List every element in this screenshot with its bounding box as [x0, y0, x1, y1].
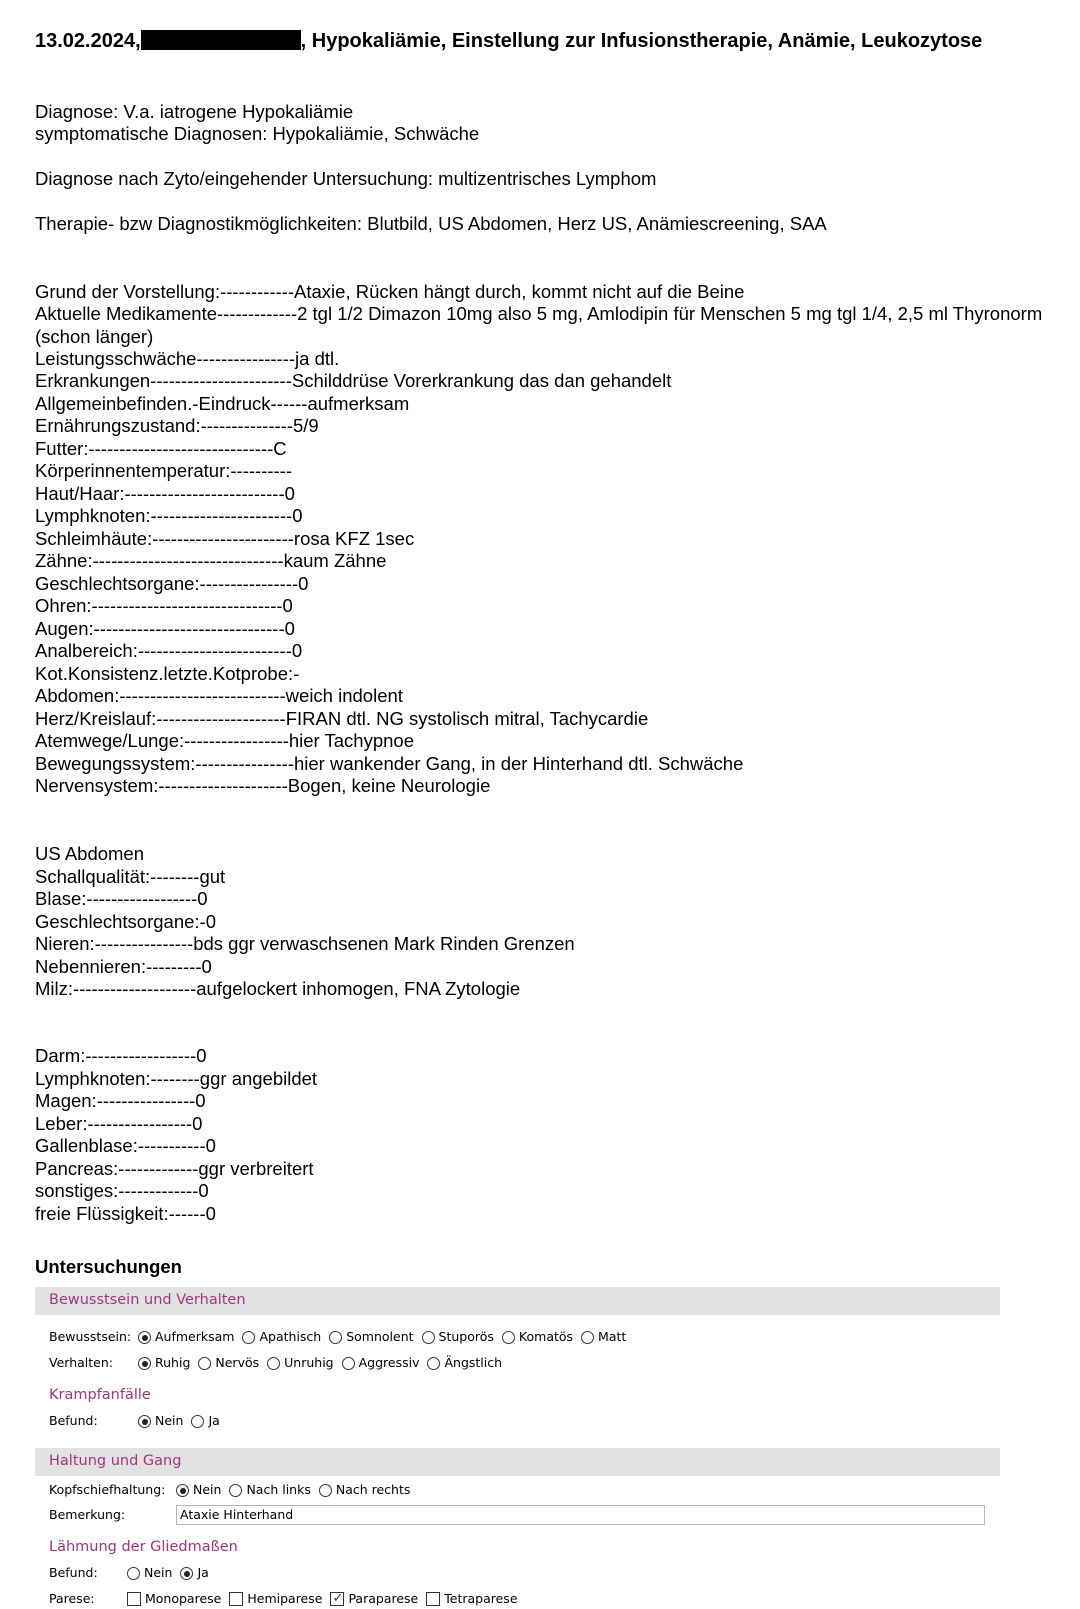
remark-input[interactable]: Ataxie Hinterhand	[176, 1505, 985, 1525]
title-date: 13.02.2024,	[35, 30, 141, 52]
seizures-finding-label: Befund:	[49, 1413, 98, 1428]
consciousness-option-matt[interactable]	[581, 1327, 626, 1347]
sound-quality-line: Schallqualität:--------gut	[35, 866, 226, 887]
behavior-radio-angstlich[interactable]	[427, 1357, 440, 1370]
paresis-option-tetraparese[interactable]	[426, 1589, 517, 1609]
behavior-option-label: Ängstlich	[444, 1355, 503, 1370]
skin-hair-line: Haut/Haar:--------------------------0	[35, 483, 295, 504]
consciousness-radio-somnolent[interactable]	[329, 1331, 342, 1344]
behavior-option-label: Ruhig	[155, 1355, 191, 1370]
cytology-diagnosis-line: Diagnose nach Zyto/eingehender Untersuchung: multizentrisches Lymphom	[35, 168, 657, 189]
consciousness-radio-apathisch[interactable]	[242, 1331, 255, 1344]
paralysis-option-ja[interactable]	[180, 1563, 208, 1583]
behavior-radio-aggressiv[interactable]	[342, 1357, 355, 1370]
remark-label: Bemerkung:	[49, 1507, 126, 1522]
consciousness-option-apathisch[interactable]	[242, 1327, 321, 1347]
free-fluid-line: freie Flüssigkeit:------0	[35, 1203, 216, 1224]
consciousness-option-komatos[interactable]	[502, 1327, 573, 1347]
seizures-option-nein[interactable]	[138, 1411, 183, 1431]
general-condition-line: Allgemeinbefinden.-Eindruck------aufmerksam	[35, 393, 410, 414]
consciousness-radio-stuporos[interactable]	[422, 1331, 435, 1344]
examinations-heading: Untersuchungen	[35, 1256, 182, 1277]
ears-line: Ohren:-------------------------------0	[35, 595, 293, 616]
paresis-option-label: Tetraparese	[444, 1591, 518, 1606]
seizures-radio-nein[interactable]	[138, 1415, 151, 1428]
paresis-option-label: Paraparese	[348, 1591, 419, 1606]
paresis-option-paraparese[interactable]	[330, 1589, 418, 1609]
consciousness-option-label: Komatös	[518, 1329, 574, 1344]
nutrition-line: Ernährungszustand:---------------5/9	[35, 415, 319, 436]
performance-line: Leistungsschwäche----------------ja dtl.	[35, 348, 340, 369]
behavior-option-label: Nervös	[215, 1355, 260, 1370]
paralysis-radio-group	[127, 1563, 217, 1583]
consciousness-option-label: Stuporös	[438, 1329, 494, 1344]
liver-line: Leber:-----------------0	[35, 1113, 203, 1134]
kidneys-line: Nieren:----------------bds ggr verwaschsenen Mark Rinden Grenzen	[35, 933, 575, 954]
paralysis-radio-ja[interactable]	[180, 1567, 193, 1580]
consciousness-option-label: Aufmerksam	[155, 1329, 235, 1344]
feces-line: Kot.Konsistenz.letzte.Kotprobe:-	[35, 663, 300, 684]
teeth-line: Zähne:-------------------------------kaum Zähne	[35, 550, 387, 571]
paralysis-finding-label: Befund:	[49, 1565, 98, 1580]
paralysis-option-label: Ja	[197, 1565, 209, 1580]
gallbladder-line: Gallenblase:-----------0	[35, 1135, 216, 1156]
seizures-subheading: Krampfanfälle	[49, 1387, 151, 1403]
seizures-option-ja[interactable]	[191, 1411, 219, 1431]
pancreas-line: Pancreas:-------------ggr verbreitert	[35, 1158, 314, 1179]
diseases-line: Erkrankungen-----------------------Schilddrüse Vorerkrankung das dan gehandelt	[35, 370, 672, 391]
consciousness-option-label: Matt	[598, 1329, 627, 1344]
paresis-checkbox-tetraparese[interactable]	[426, 1592, 440, 1606]
airways-line: Atemwege/Lunge:-----------------hier Tachypnoe	[35, 730, 414, 751]
head-tilt-radio-group	[176, 1480, 418, 1500]
section-consciousness-title: Bewusstsein und Verhalten	[49, 1292, 246, 1308]
behavior-option-label: Aggressiv	[358, 1355, 420, 1370]
row-remark	[49, 1505, 989, 1525]
paresis-option-label: Monoparese	[145, 1591, 222, 1606]
consciousness-radio-group	[138, 1327, 634, 1347]
behavior-label: Verhalten:	[49, 1355, 113, 1370]
stomach-line: Magen:----------------0	[35, 1090, 206, 1111]
eyes-line: Augen:-------------------------------0	[35, 618, 295, 639]
head-tilt-radio-nein[interactable]	[176, 1484, 189, 1497]
symptomatic-diagnoses-line: symptomatische Diagnosen: Hypokaliämie, Schwäche	[35, 123, 480, 144]
paresis-option-monoparese[interactable]	[127, 1589, 221, 1609]
title-text: , Hypokaliämie, Einstellung zur Infusionstherapie, Anämie, Leukozytose	[300, 30, 983, 52]
head-tilt-option-label: Nach links	[246, 1482, 311, 1497]
diagnose-line: Diagnose: V.a. iatrogene Hypokaliämie	[35, 101, 354, 122]
other-line: sonstiges:-------------0	[35, 1180, 209, 1201]
section-posture-gait-title: Haltung und Gang	[49, 1453, 182, 1469]
genital-line: Geschlechtsorgane:----------------0	[35, 573, 309, 594]
paralysis-option-nein[interactable]	[127, 1563, 172, 1583]
consciousness-option-stuporos[interactable]	[422, 1327, 494, 1347]
consciousness-option-somnolent[interactable]	[329, 1327, 413, 1347]
medication-line: Aktuelle Medikamente-------------2 tgl 1/2 Dimazon 10mg also 5 mg, Amlodipin für Menschen 5 mg tgl 1/4, 2,5 ml Thyronorm (schon länger)	[35, 303, 1043, 347]
spleen-line: Milz:--------------------aufgelockert inhomogen, FNA Zytologie	[35, 978, 521, 999]
paresis-checkbox-paraparese[interactable]	[330, 1592, 344, 1606]
anal-line: Analbereich:-------------------------0	[35, 640, 303, 661]
seizures-radio-group	[138, 1411, 228, 1431]
consciousness-option-aufmerksam[interactable]	[138, 1327, 234, 1347]
head-tilt-label: Kopfschiefhaltung:	[49, 1482, 166, 1497]
behavior-option-unruhig[interactable]	[267, 1353, 333, 1373]
adrenals-line: Nebennieren:---------0	[35, 956, 212, 977]
behavior-radio-nervos[interactable]	[198, 1357, 211, 1370]
abdomen-line: Abdomen:---------------------------weich indolent	[35, 685, 403, 706]
consciousness-label: Bewusstsein:	[49, 1329, 132, 1344]
paresis-option-label: Hemiparese	[247, 1591, 323, 1606]
behavior-option-label: Unruhig	[284, 1355, 334, 1370]
limb-paralysis-subheading: Lähmung der Gliedmaßen	[49, 1539, 238, 1555]
us-lymph-line: Lymphknoten:--------ggr angebildet	[35, 1068, 318, 1089]
paresis-checkbox-monoparese[interactable]	[127, 1592, 141, 1606]
heart-line: Herz/Kreislauf:---------------------FIRAN dtl. NG systolisch mitral, Tachycardie	[35, 708, 649, 729]
consciousness-radio-aufmerksam[interactable]	[138, 1331, 151, 1344]
behavior-radio-ruhig[interactable]	[138, 1357, 151, 1370]
behavior-radio-group	[138, 1353, 510, 1373]
paresis-option-hemiparese[interactable]	[229, 1589, 322, 1609]
reason-line: Grund der Vorstellung:------------Ataxie, Rücken hängt durch, kommt nicht auf die Beine	[35, 281, 745, 302]
lymph-nodes-line: Lymphknoten:-----------------------0	[35, 505, 303, 526]
behavior-radio-unruhig[interactable]	[267, 1357, 280, 1370]
head-tilt-option-label: Nach rechts	[335, 1482, 411, 1497]
therapy-options-line: Therapie- bzw Diagnostikmöglichkeiten: Blutbild, US Abdomen, Herz US, Anämiescreening, SAA	[35, 213, 827, 234]
section-posture-gait	[35, 1448, 1000, 1476]
paresis-label: Parese:	[49, 1591, 95, 1606]
section-consciousness	[35, 1287, 1000, 1315]
head-tilt-option-nach-rechts[interactable]	[319, 1480, 411, 1500]
seizures-option-label: Ja	[208, 1413, 220, 1428]
consciousness-option-label: Somnolent	[346, 1329, 414, 1344]
paralysis-option-label: Nein	[144, 1565, 173, 1580]
paresis-checkbox-group	[127, 1589, 526, 1609]
temperature-line: Körperinnentemperatur:----------	[35, 460, 292, 481]
head-tilt-radio-nach-rechts[interactable]	[319, 1484, 332, 1497]
seizures-option-label: Nein	[155, 1413, 184, 1428]
behavior-option-ruhig[interactable]	[138, 1353, 190, 1373]
paresis-checkbox-hemiparese[interactable]	[229, 1592, 243, 1606]
seizures-radio-ja[interactable]	[191, 1415, 204, 1428]
head-tilt-option-nein[interactable]	[176, 1480, 221, 1500]
redaction-bar	[141, 30, 301, 50]
consciousness-radio-matt[interactable]	[581, 1331, 594, 1344]
behavior-option-angstlich[interactable]	[427, 1353, 502, 1373]
us-genital-line: Geschlechtsorgane:-0	[35, 911, 216, 932]
intestine-line: Darm:------------------0	[35, 1045, 207, 1066]
mucosa-line: Schleimhäute:-----------------------rosa KFZ 1sec	[35, 528, 415, 549]
behavior-option-nervos[interactable]	[198, 1353, 259, 1373]
us-abdomen-heading: US Abdomen	[35, 843, 145, 864]
paralysis-radio-nein[interactable]	[127, 1567, 140, 1580]
head-tilt-radio-nach-links[interactable]	[229, 1484, 242, 1497]
behavior-option-aggressiv[interactable]	[342, 1353, 420, 1373]
consciousness-option-label: Apathisch	[259, 1329, 322, 1344]
head-tilt-option-label: Nein	[193, 1482, 222, 1497]
nervous-line: Nervensystem:---------------------Bogen, keine Neurologie	[35, 775, 491, 796]
consciousness-radio-komatos[interactable]	[502, 1331, 515, 1344]
food-line: Futter:------------------------------C	[35, 438, 287, 459]
document-title	[35, 28, 1035, 55]
head-tilt-option-nach-links[interactable]	[229, 1480, 310, 1500]
locomotion-line: Bewegungssystem:----------------hier wankender Gang, in der Hinterhand dtl. Schwäche	[35, 753, 744, 774]
bladder-line: Blase:------------------0	[35, 888, 208, 909]
